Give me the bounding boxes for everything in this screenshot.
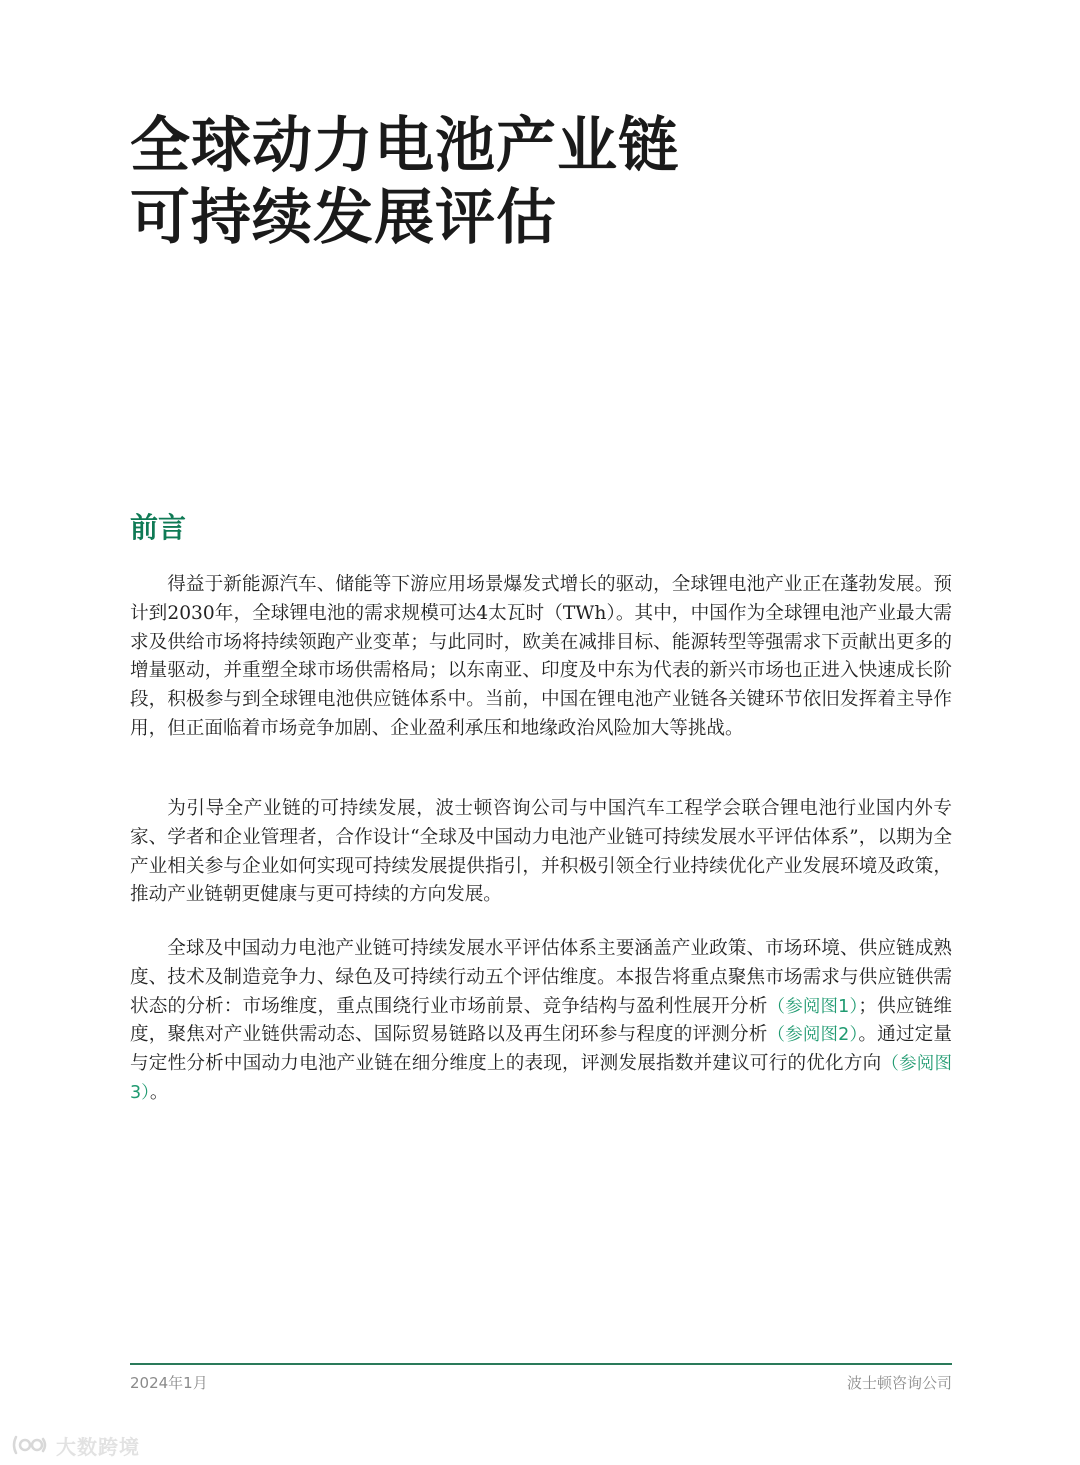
report-title-line-2: 可持续发展评估 xyxy=(130,183,557,253)
paragraph-3-text-1: 全球及中国动力电池产业链可持续发展水平评估体系主要涵盖产业政策、市场环境、供应链成熟度、技术及制造竞争力、绿色及可持续行动五个评估维度。本报告将重点聚焦市场需求与供应链供需状态的分析：市场维度，重点围绕行业市场前景、竞争结构与盈利性展开分析 xyxy=(130,938,952,1017)
paragraph-3-text-4: 。 xyxy=(149,1081,169,1103)
footer-date: 2024年1月 xyxy=(130,1374,208,1392)
paragraph-3-text-3: 。通过定量与定性分析中国动力电池产业链在细分维度上的表现，评测发展指数并建议可行的优化方向 xyxy=(130,1024,952,1075)
watermark-text: 大数跨境 xyxy=(56,1434,140,1459)
preface-paragraph-1: 得益于新能源汽车、储能等下游应用场景爆发式增长的驱动，全球锂电池产业正在蓬勃发展。预计到2030年，全球锂电池的需求规模可达4太瓦时（TWh）。其中，中国作为全球锂电池产业最大需求及供给市场将持续领跑产业变革；与此同时，欧美在减排目标、能源转型等强需求下贡献出更多的增量驱动，并重塑全球市场供需格局；以东南亚、印度及中东为代表的新兴市场也正进入快速成长阶段，积极参与到全球锂电池供应链体系中。当前，中国在锂电池产业链各关键环节依旧发挥着主导作用，但正面临着市场竞争加剧、企业盈利承压和地缘政治风险加大等挑战。 xyxy=(130,574,952,739)
figure-2-reference-link[interactable]: （参阅图2） xyxy=(767,1025,859,1046)
preface-paragraph-3 xyxy=(130,935,952,1108)
figure-1-reference-link[interactable]: （参阅图1） xyxy=(767,996,859,1017)
footer-divider xyxy=(130,1363,952,1365)
preface-heading: 前言 xyxy=(130,511,187,544)
report-title xyxy=(130,110,970,254)
paragraph-3-text-2: ；供应链维度，聚焦对产业链供需动态、国际贸易链路以及再生闭环参与程度的评测分析 xyxy=(130,995,952,1046)
preface-paragraph-2: 为引导全产业链的可持续发展，波士顿咨询公司与中国汽车工程学会联合锂电池行业国内外专家、学者和企业管理者，合作设计“全球及中国动力电池产业链可持续发展水平评估体系”，以期为全产业相关参与企业如何实现可持续发展提供指引，并积极引领全行业持续优化产业发展环境及政策，推动产业链朝更健康与更可持续的方向发展。 xyxy=(130,798,952,906)
report-title-line-1: 全球动力电池产业链 xyxy=(130,111,679,181)
logo-mark-icon xyxy=(10,1433,50,1457)
footer-publisher: 波士顿咨询公司 xyxy=(846,1374,952,1392)
watermark xyxy=(10,1430,140,1460)
figure-3-reference-link[interactable]: （参阅图3） xyxy=(130,1054,952,1103)
